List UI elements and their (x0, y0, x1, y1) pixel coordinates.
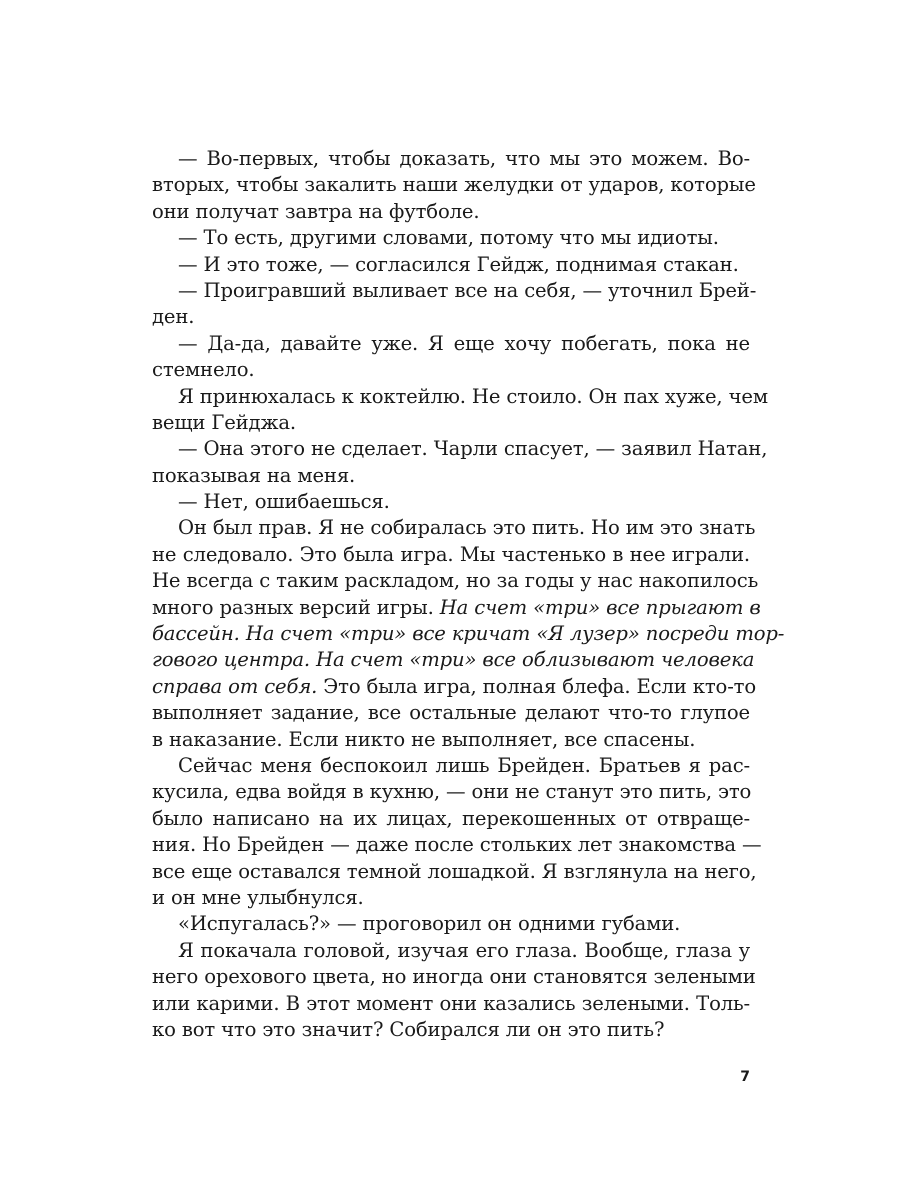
text-segment: Не всегда с таким раскладом, но за годы у нас накопилось (152, 569, 759, 593)
text-line (152, 463, 750, 489)
page-number: 7 (740, 1069, 750, 1085)
text-line (152, 674, 757, 700)
text-line (152, 991, 750, 1017)
text-line (152, 647, 755, 673)
body-text (152, 146, 785, 1043)
text-line (152, 859, 757, 885)
text-segment: вещи Гейджа. (152, 410, 296, 434)
text-segment: — Во-первых, чтобы доказать, что мы это можем. Во- (178, 147, 750, 170)
text-segment: него орехового цвета, но иногда они становятся зелеными (152, 965, 756, 989)
text-segment: — То есть, другими словами, потому что мы идиоты. (178, 226, 719, 250)
text-line (152, 542, 750, 568)
text-segment: — Нет, ошибаешься. (178, 490, 390, 514)
text-segment: вторых, чтобы закалить наши желудки от ударов, которые (152, 173, 756, 197)
text-line (152, 964, 756, 990)
text-segment: Я покачала головой, изучая его глаза. Вообще, глаза у (178, 938, 750, 962)
text-segment: кусила, едва войдя в кухню, — они не станут это пить, это (152, 780, 752, 804)
text-line (152, 700, 750, 726)
text-line (152, 595, 761, 621)
text-segment: или карими. В этот момент они казались зелеными. Толь- (152, 991, 750, 1015)
text-segment: и он мне улыбнулся. (152, 885, 364, 909)
text-segment: — Проигравший выливает все на себя, — уточнил Брей- (178, 278, 757, 302)
text-segment: — Она этого не сделает. Чарли спасует, — заявил Натан, (178, 437, 768, 461)
text-segment: Это была игра, полная блефа. Если кто-то (317, 674, 757, 698)
text-line (152, 938, 750, 964)
text-line (152, 357, 750, 383)
text-segment: не следовало. Это была игра. Мы частенько в нее играли. (152, 542, 750, 566)
text-segment: ден. (152, 305, 195, 329)
text-segment: Он был прав. Я не собиралась это пить. Но им это знать (178, 516, 756, 540)
text-line (152, 436, 768, 462)
text-segment: все еще оставался темной лошадкой. Я взглянула на него, (152, 859, 757, 883)
text-segment: — Да-да, давайте уже. Я еще хочу побегать, пока не (178, 331, 750, 355)
text-segment: они получат завтра на футболе. (152, 199, 480, 223)
text-segment: ния. Но Брейден — даже после стольких лет знакомства — (152, 833, 762, 857)
text-segment: — И это тоже, — согласился Гейдж, поднимая стакан. (178, 252, 739, 276)
text-segment: Я принюхалась к коктейлю. Не стоило. Он пах хуже, чем (178, 384, 768, 408)
text-segment: Сейчас меня беспокоил лишь Брейден. Братьев я рас- (178, 753, 750, 777)
text-line (152, 252, 750, 278)
text-line (152, 727, 750, 753)
text-line (152, 779, 750, 805)
text-line (152, 753, 750, 779)
text-line (152, 384, 768, 410)
text-line (152, 304, 750, 330)
text-line (152, 225, 750, 251)
text-line (152, 146, 750, 172)
text-line (152, 621, 785, 647)
text-line (152, 568, 759, 594)
text-segment: ко вот что это значит? Собирался ли он это пить? (152, 1017, 665, 1041)
text-line (152, 489, 750, 515)
italic-text-segment: На счет «три» все прыгают в (439, 595, 761, 619)
text-segment: в наказание. Если никто не выполняет, все спасены. (152, 727, 696, 751)
text-segment: «Испугалась?» — проговорил он одними губами. (178, 912, 681, 936)
text-line (152, 331, 750, 357)
italic-text-segment: гового центра. На счет «три» все облизывают человека (152, 648, 755, 672)
text-line (152, 832, 762, 858)
text-segment: стемнело. (152, 358, 255, 382)
italic-text-segment: бассейн. На счет «три» все кричат «Я лузер» посреди тор- (152, 622, 785, 646)
text-line (152, 911, 750, 937)
text-line (152, 278, 757, 304)
text-line (152, 885, 750, 911)
text-line (152, 172, 756, 198)
text-line (152, 515, 756, 541)
text-line (152, 1017, 750, 1043)
text-line (152, 410, 750, 436)
text-segment: было написано на их лицах, перекошенных от отвраще- (152, 806, 750, 830)
text-line (152, 806, 750, 832)
text-segment: показывая на меня. (152, 463, 356, 487)
text-segment: много разных версий игры. (152, 595, 440, 619)
text-line (152, 199, 750, 225)
text-segment: выполняет задание, все остальные делают что-то глупое (152, 701, 750, 725)
italic-text-segment: справа от себя. (152, 674, 318, 698)
